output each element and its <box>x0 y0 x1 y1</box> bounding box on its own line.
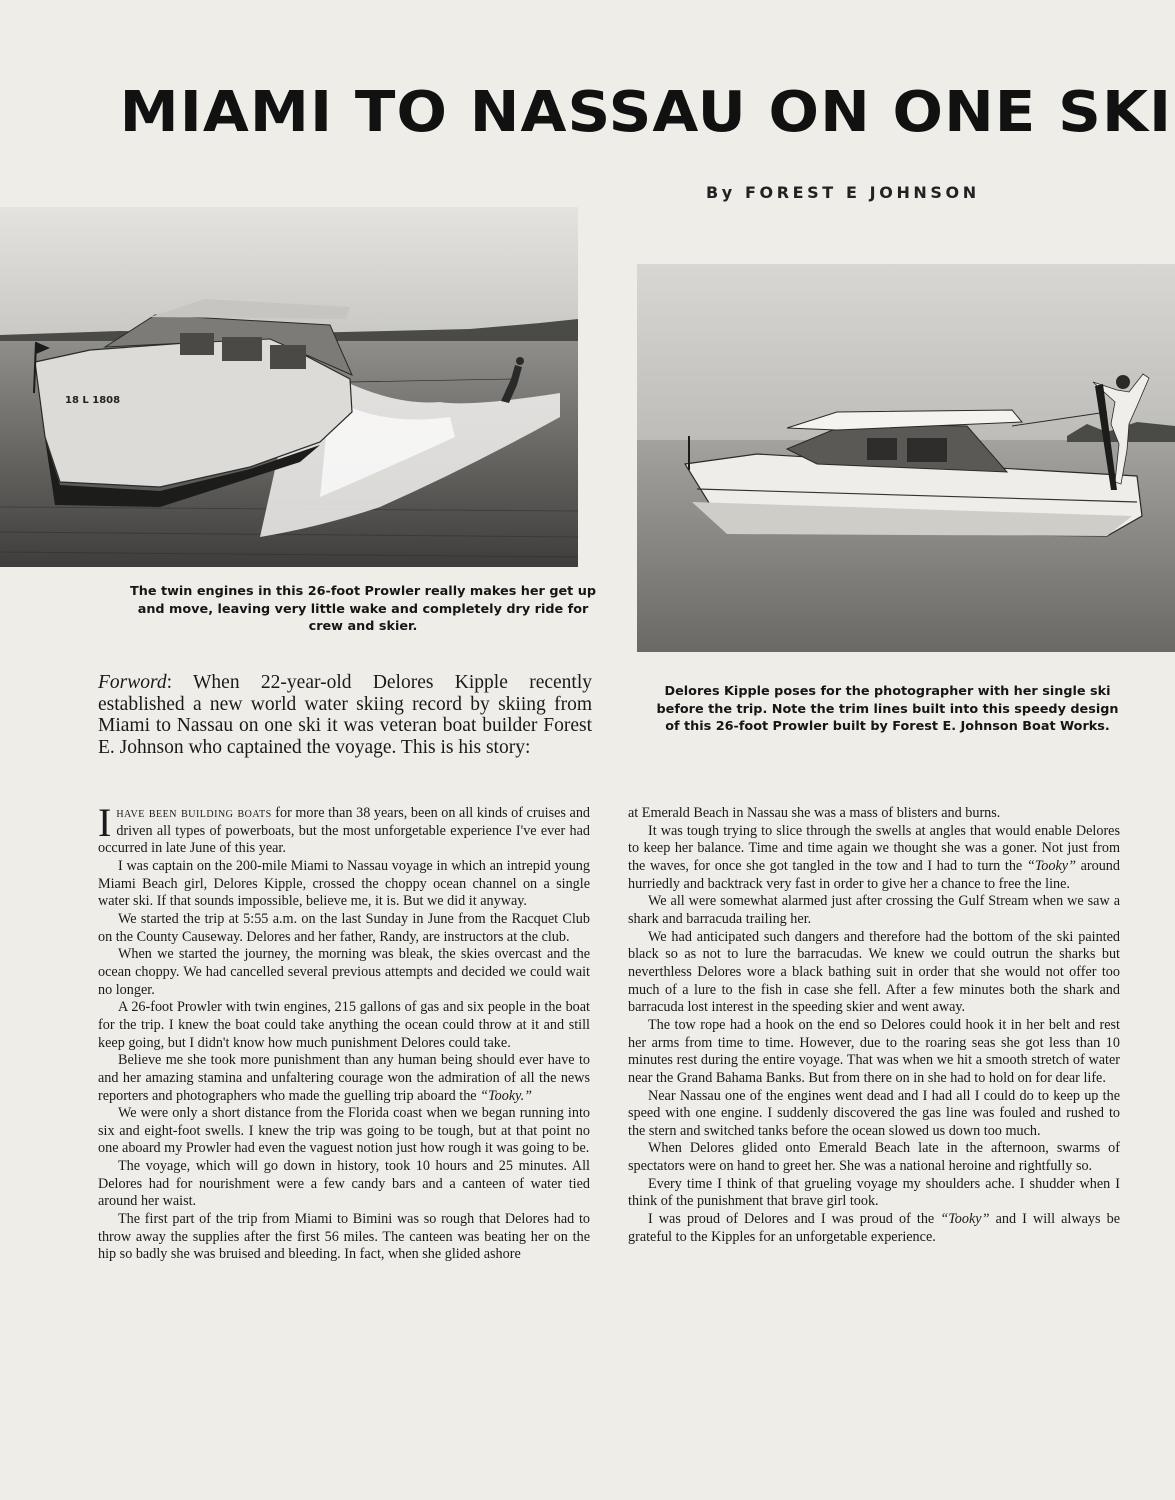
boat-name: “Tooky.” <box>480 1087 533 1104</box>
photo-caption: The twin engines in this 26-foot Prowler really makes her get up and move, leaving very little wake and completely dry ride for crew and skier. <box>130 584 596 634</box>
drop-cap: I <box>98 800 112 845</box>
article-column-right <box>628 805 1120 1246</box>
foreword-text: : When 22-year-old Delores Kipple recently established a new world water skiing record by skiing from Miami to Nassau on one ski it was veteran boat builder Forest E. Johnson who captained the voyage. This is his story: <box>98 672 592 758</box>
hull-number: 18 L 1808 <box>65 395 121 406</box>
article-paragraph: It was tough trying to slice through the swells at angles that would enable Delores to keep her balance. Time and time again we thought she was a goner. Not just from the waves, for once she got tangled in the tow and I had to turn the “Tooky” around hurriedly and backtrack very fast in order to give her a chance to free the line. <box>628 822 1120 892</box>
article-paragraph: at Emerald Beach in Nassau she was a mass of blisters and burns. <box>628 805 1001 821</box>
photo-skier-posing-on-boat <box>637 264 1175 652</box>
article-paragraph: When Delores glided onto Emerald Beach late in the afternoon, swarms of spectators were on hand to greet her. She was a national heroine and rightfully so. <box>628 1140 1120 1175</box>
article-paragraph: Every time I think of that grueling voyage my shoulders ache. I shudder when I think of the punishment that brave girl took. <box>628 1175 1120 1210</box>
article-paragraph: We all were somewhat alarmed just after crossing the Gulf Stream when we saw a shark and barracuda trailing her. <box>628 893 1120 927</box>
article-column-left <box>98 800 591 1264</box>
article-paragraph: Near Nassau one of the engines went dead and I had all I could do to keep up the speed with one engine. I suddenly discovered the gas line was fouled and rushed to the stern and switched tanks before the ocean slowed us down too much. <box>628 1087 1120 1139</box>
article-paragraph: We were only a short distance from the Florida coast when we began running into six and eight-foot swells. I knew the trip was going to be tough, but at that point no one aboard my Prowler had even the vaguest notion just how rough it was going to be. <box>98 1105 590 1157</box>
article-paragraph: Ihave been building boats for more than 38 years, been on all kinds of cruises and driven all types of powerboats, but the most unforgetable experience I've ever had occurred in late June of this year. <box>98 800 591 857</box>
foreword-label: Forword <box>98 672 167 693</box>
article-paragraph: The first part of the trip from Miami to Bimini was so rough that Delores had to throw away the supplies after the first 56 miles. The canteen was beating her on the hip so badly she was bruised and bleeding. In fact, when she glided ashore <box>98 1211 590 1263</box>
boat-name: “Tooky” <box>940 1211 990 1228</box>
boat-name: “Tooky” <box>1026 857 1076 874</box>
article-paragraph: The voyage, which will go down in history, took 10 hours and 25 minutes. All Delores had for nourishment were a few candy bars and a canteen of water tied around her waist. <box>98 1158 590 1210</box>
article-paragraph: A 26-foot Prowler with twin engines, 215 gallons of gas and six people in the boat for the trip. I knew the boat could take anything the ocean could throw at it and still keep going, but I didn't know how much punishment Delores could take. <box>98 999 590 1051</box>
article-paragraph: When we started the journey, the morning was bleak, the skies overcast and the ocean choppy. We had cancelled several previous attempts and decided we could wait no longer. <box>98 946 590 998</box>
article-paragraph: The tow rope had a hook on the end so Delores could hook it in her belt and rest her arms from time to time. However, due to the roaring seas she got less than 10 minutes rest during the entire voyage. That was when we hit a smooth stretch of water near the Grand Bahama Banks. But from there on in she had to hold on for dear life. <box>628 1016 1120 1086</box>
photo-boat-towing-skier <box>0 207 578 567</box>
article-paragraph: We had anticipated such dangers and therefore had the bottom of the ski painted black so as not to lure the barracudas. We knew we could outrun the sharks but neverthless Delores wore a black bathing suit in order that she would not offer too much of a lure to the fish in case she fell. After a few minutes both the shark and barracuda lost interest in the speeding skier and went away. <box>628 928 1120 1016</box>
photo-caption: Delores Kipple poses for the photographer with her single ski before the trip. Note the trim lines built into this speedy design of this 26-foot Prowler built by Forest E. Johnson Boat Works. <box>656 684 1119 734</box>
article-headline: MIAMI TO NASSAU ON ONE SKI <box>119 80 1173 145</box>
article-paragraph: Believe me she took more punishment than any human being should ever have to and her amazing stamina and unfaltering courage won the admiration of all the news reporters and photographers who made the guelling trip aboard the “Tooky.” <box>98 1052 590 1104</box>
byline: By FOREST E JOHNSON <box>706 183 980 202</box>
article-paragraph: We started the trip at 5:55 a.m. on the last Sunday in June from the Racquet Club on the County Causeway. Delores and her father, Randy, are instructors at the club. <box>98 910 590 945</box>
article-paragraph: I was proud of Delores and I was proud of the “Tooky” and I will always be grateful to the Kipples for an unforgetable experience. <box>628 1211 1120 1245</box>
article-paragraph: I was captain on the 200-mile Miami to Nassau voyage in which an intrepid young Miami Beach girl, Delores Kipple, crossed the choppy ocean channel on a single water ski. If that sounds impossible, believe me, it is. But we did it anyway. <box>98 857 590 910</box>
foreword <box>98 672 592 758</box>
lead-in: have been building boats <box>116 805 272 821</box>
